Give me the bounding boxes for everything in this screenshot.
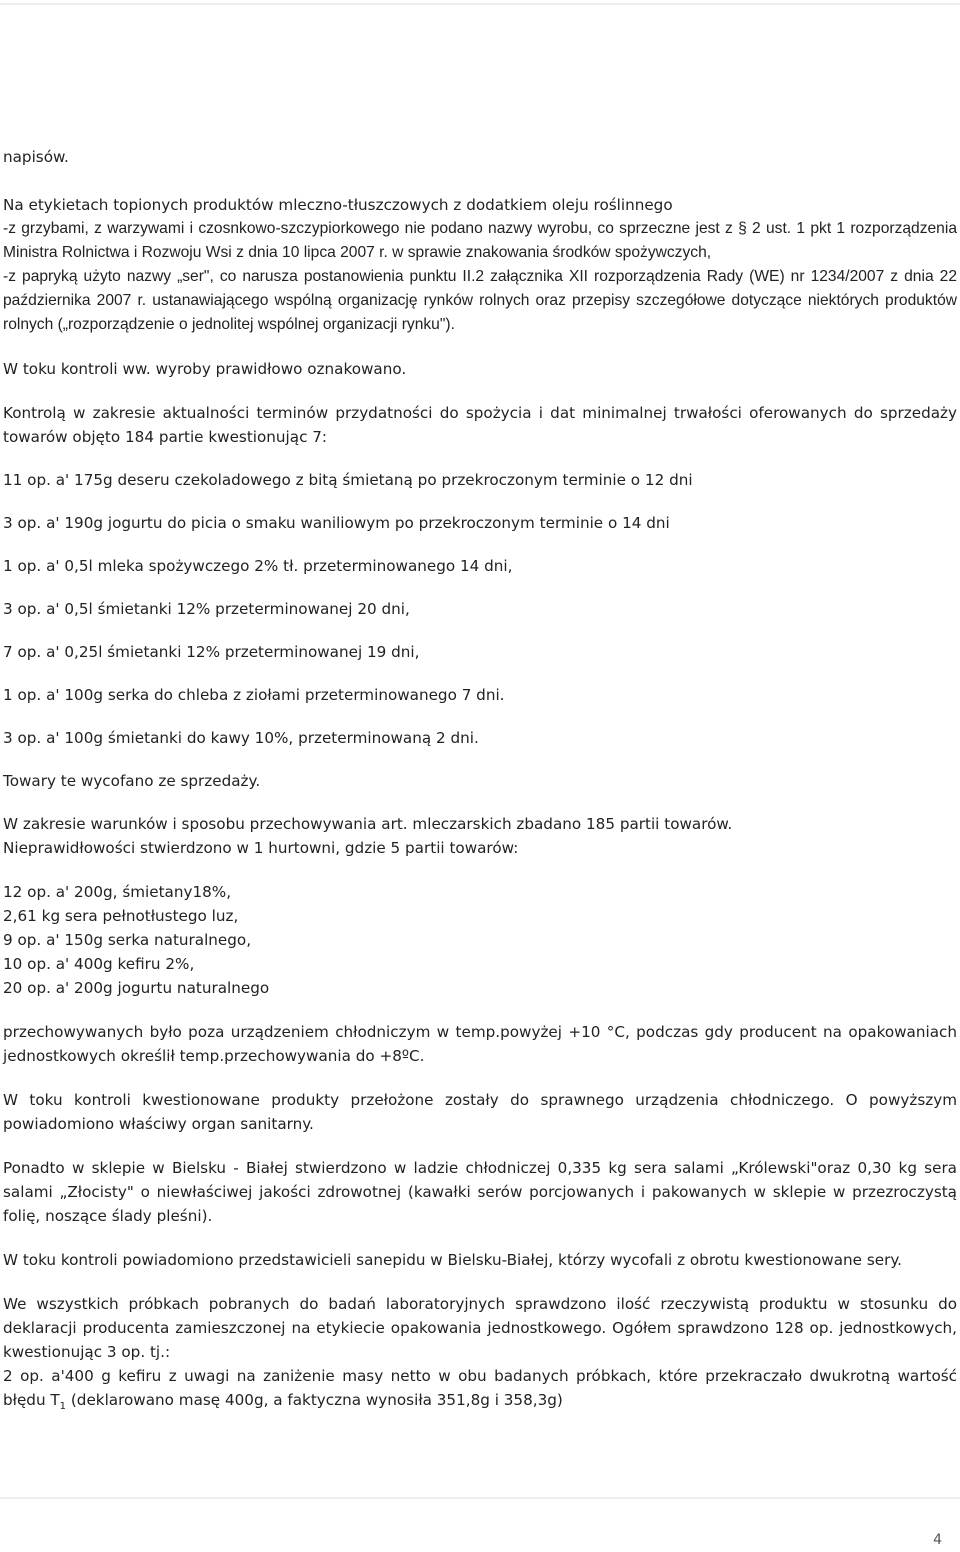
list-item: 9 op. a' 150g serka naturalnego, [3,931,252,949]
error-subscript: 1 [59,1401,67,1413]
page-number: 4 [933,1532,942,1548]
top-divider [0,3,960,5]
mould-finding: Ponadto w sklepie w Bielsku - Białej stwierdzono w ladzie chłodniczej 0,335 kg sera salami „Królewski"oraz 0,30 kg sera salami „Złocisty" o niewłaściwej jakości zdrowotnej (kawałki serów porcjowanych i pakowanych w sklepie w przezroczystą folię, noszące ślady pleśni). [3,1159,957,1225]
list-item: 7 op. a' 0,25l śmietanki 12% przeterminowanej 19 dni, [3,643,420,661]
labeling-line-3: -z papryką użyto nazwy „ser", co narusza postanowienia punktu II.2 załącznika XII rozporządzenia Rady (WE) nr 1234/2007 z dnia 22 października 2007 r. ustanawiającego wspólną organizację rynków rolnych oraz przepisy szczegółowe dotyczące niektórych produktów rolnych („rozporządzenie o jednolitej wspólnej organizacji rynku"). [3,268,957,333]
storage-items-list [3,880,957,1000]
list-item: 1 op. a' 0,5l mleka spożywczego 2% tł. przeterminowanego 14 dni, [3,557,513,575]
list-item: 1 op. a' 100g serka do chleba z ziołami przeterminowanego 7 dni. [3,686,505,704]
storage-findings [3,812,957,860]
list-item: 20 op. a' 200g jogurtu naturalnego [3,979,270,997]
expired-items-list [3,468,957,750]
list-item: 12 op. a' 200g, śmietany18%, [3,883,232,901]
storage-line-1: W zakresie warunków i sposobu przechowywania art. mleczarskich zbadano 185 partii towarów. [3,815,733,833]
lab-findings: We wszystkich próbkach pobranych do badań laboratoryjnych sprawdzono ilość rzeczywistą produktu w stosunku do deklaracji producenta zamieszczonej na etykiecie opakowania jednostkowego. Ogółem sprawdzono 128 op. jednostkowych, kwestionując 3 op. tj.: [3,1295,957,1361]
labeling-findings [3,193,957,337]
sanepid-note: W toku kontroli powiadomiono przedstawicieli sanepidu w Bielsku-Białej, którzy wycofali z obrotu kwestionowane sery. [3,1251,902,1269]
intro-fragment: napisów. [3,148,69,166]
list-item: 10 op. a' 400g kefiru 2%, [3,955,195,973]
labeling-line-2: -z grzybami, z warzywami i czosnkowo-szczypiorkowego nie podano nazwy wyrobu, co sprzeczne jest z § 2 ust. 1 pkt 1 rozporządzenia Ministra Rolnictwa i Rozwoju Wsi z dnia 10 lipca 2007 r. w sprawie znakowania środków spożywczych, [3,220,957,261]
correct-labeling: W toku kontroli ww. wyroby prawidłowo oznakowano. [3,360,407,378]
kefir-text-a: 2 op. a'400 g kefiru z uwagi na zaniżenie masy netto w obu badanych próbkach, które przekraczało dwukrotną wartość błędu T [3,1367,957,1409]
bottom-divider [0,1497,960,1499]
list-item: 3 op. a' 190g jogurtu do picia o smaku waniliowym po przekroczonym terminie o 14 dni [3,514,670,532]
temperature-note: przechowywanych było poza urządzeniem chłodniczym w temp.powyżej +10 °C, podczas gdy producent na opakowaniach jednostkowych określił temp.przechowywania do +8ºC. [3,1023,957,1065]
list-item: 11 op. a' 175g deseru czekoladowego z bitą śmietaną po przekroczonym terminie o 12 dni [3,471,693,489]
corrective-action: W toku kontroli kwestionowane produkty przełożone zostały do sprawnego urządzenia chłodniczego. O powyższym powiadomiono właściwy organ sanitarny. [3,1091,957,1133]
list-item: 3 op. a' 100g śmietanki do kawy 10%, przeterminowaną 2 dni. [3,729,479,747]
kefir-text-b: (deklarowano masę 400g, a faktyczna wynosiła 351,8g i 358,3g) [66,1391,563,1409]
labeling-line-1: Na etykietach topionych produktów mleczno-tłuszczowych z dodatkiem oleju roślinnego [3,196,673,214]
list-item: 2,61 kg sera pełnotłustego luz, [3,907,239,925]
kefir-finding [3,1364,957,1412]
withdrawn-note: Towary te wycofano ze sprzedaży. [3,772,261,790]
document-body [3,145,957,1412]
list-item: 3 op. a' 0,5l śmietanki 12% przeterminowanej 20 dni, [3,600,410,618]
storage-line-2: Nieprawidłowości stwierdzono w 1 hurtowni, gdzie 5 partii towarów: [3,839,519,857]
expiry-check-intro: Kontrolą w zakresie aktualności terminów przydatności do spożycia i dat minimalnej trwałości oferowanych do sprzedaży towarów objęto 184 partie kwestionując 7: [3,404,957,446]
